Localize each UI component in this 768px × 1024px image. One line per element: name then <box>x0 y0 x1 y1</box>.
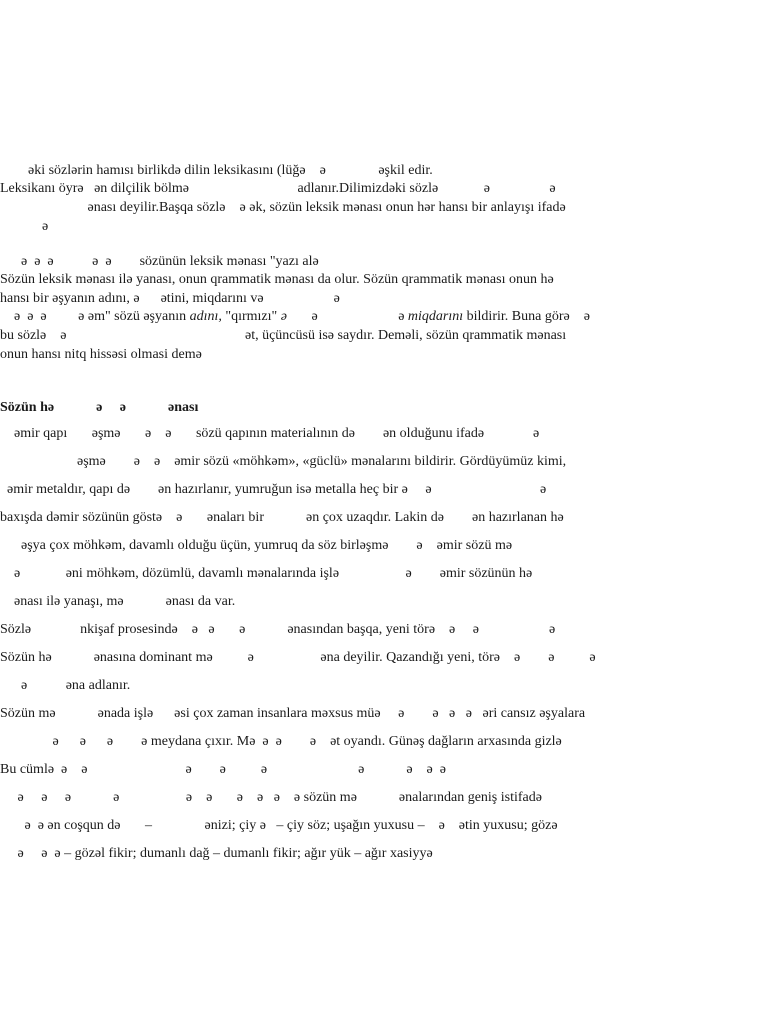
paragraph-line: ə ə ən coşqun də – ənizi; çiy ə – çiy söz; uşağın yuxusu – ə ətin yuxusu; gözə <box>0 818 558 833</box>
paragraph-line: ə əna adlanır. <box>0 678 131 693</box>
paragraph-line: onun hansı nitq hissəsi olmasi demə <box>0 347 202 362</box>
paragraph-line: əşya çox möhkəm, davamlı olduğu üçün, yumruq da söz birləşmə ə əmir sözü mə <box>0 538 513 553</box>
paragraph-line: əşmə ə ə əmir sözü «möhkəm», «güclü» mənalarını bildirir. Gördüyümüz kimi, <box>0 454 567 469</box>
paragraph-line: əki sözlərin hamısı birlikdə dilin leksikasını (lüğə ə əşkil edir. <box>0 163 433 178</box>
paragraph-line: ənası ilə yanaşı, mə ənası da var. <box>0 594 236 609</box>
paragraph-line: Sözün mə ənada işlə əsi çox zaman insanlara məxsus müə ə ə ə ə əri cansız əşyalara <box>0 706 586 721</box>
paragraph-line: ə <box>0 219 49 234</box>
text-run: bildirir. Buna görə ə <box>463 309 590 324</box>
paragraph-line: Sözlə nkişaf prosesində ə ə ə ənasından başqa, yeni törə ə ə ə <box>0 622 556 637</box>
paragraph-line: Sözün leksik mənası ilə yanası, onun qrammatik mənası da olur. Sözün qrammatik mənası onun hə <box>0 272 554 287</box>
paragraph-line: ə ə ə – gözəl fikir; dumanlı dağ – dumanlı fikir; ağır yük – ağır xasiyyə <box>0 846 433 861</box>
paragraph-line <box>0 309 590 325</box>
paragraph-line: ə ə ə ə ə sözünün leksik mənası "yazı alə <box>0 254 319 269</box>
paragraph-line: əmir qapı əşmə ə ə sözü qapının materialının də ən olduğunu ifadə ə <box>0 426 540 441</box>
section-heading: Sözün hə ə ə ənası <box>0 400 199 415</box>
text-run: ə ə <box>286 309 408 324</box>
paragraph-line: hansı bir əşyanın adını, ə ətini, miqdarını və ə <box>0 291 340 306</box>
paragraph-line: ə ə ə ə ə ə ə ə ə ə sözün mə ənalarından geniş istifadə <box>0 790 542 805</box>
paragraph-line: Sözün hə ənasına dominant mə ə əna deyilir. Qazandığı yeni, törə ə ə ə <box>0 650 596 665</box>
paragraph-line: baxışda dəmir sözünün göstə ə ənaları bir ən çox uzaqdır. Lakin də ən hazırlanan hə <box>0 510 564 525</box>
paragraph-line: ənası deyilir.Başqa sözlə ə ək, sözün leksik mənası onun hər hansı bir anlayışı ifadə <box>0 200 566 215</box>
paragraph-line: bu sözlə ə ət, üçüncüsü isə saydır. Deməli, sözün qrammatik mənası <box>0 328 567 343</box>
italic-text-run: adını, <box>189 309 222 324</box>
text-run: "qırmızı" <box>221 309 281 324</box>
paragraph-line: ə əni möhkəm, dözümlü, davamlı mənalarında işlə ə əmir sözünün hə <box>0 566 533 581</box>
paragraph-line: əmir metaldır, qapı də ən hazırlanır, yumruğun isə metalla heç bir ə ə ə <box>0 482 547 497</box>
paragraph-line: Leksikanı öyrə ən dilçilik bölmə adlanır.Dilimizdəki sözlə ə ə <box>0 181 556 196</box>
italic-text-run: miqdarını <box>407 309 464 324</box>
text-run: ə ə ə ə əm" sözü əşyanın <box>0 309 190 324</box>
paragraph-line: ə ə ə ə meydana çıxır. Mə ə ə ə ət oyandı. Günəş dağların arxasında gizlə <box>0 734 562 749</box>
italic-text-run: ə <box>280 309 287 324</box>
paragraph-line: Bu cümlə ə ə ə ə ə ə ə ə ə <box>0 762 446 777</box>
